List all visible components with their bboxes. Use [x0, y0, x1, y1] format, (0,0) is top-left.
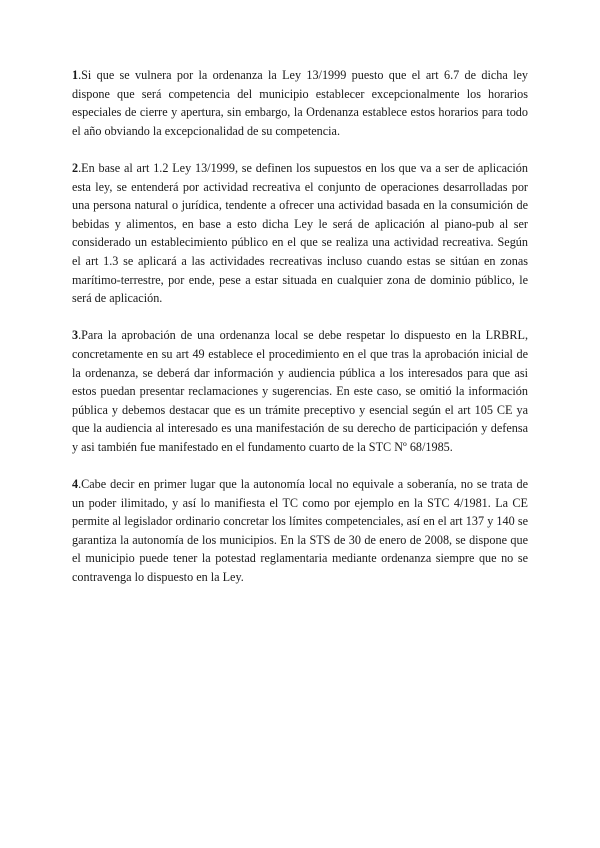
paragraph-number: 4 — [72, 477, 79, 492]
paragraph-text: .Si que se vulnera por la ordenanza la Ley 13/1999 puesto que el art 6.7 de dicha ley dispone que será competencia del municipio establecer excepcionalmente los horarios especiales de cierre y apertura, sin embargo, la Ordenanza establece estos horarios para todo el año obviando la excepcionalidad de su competencia. — [72, 68, 528, 138]
paragraph-2 — [72, 159, 528, 308]
paragraph-4 — [72, 475, 528, 587]
paragraph-number: 3 — [72, 328, 79, 343]
paragraph-1 — [72, 66, 528, 140]
paragraph-number: 1 — [72, 68, 79, 82]
paragraph-text: .Cabe decir en primer lugar que la autonomía local no equivale a soberanía, no se trata de un poder ilimitado, y así lo manifiesta el TC como por ejemplo en la STC 4/1981. La CE permite al legislador ordinario concretar los límites competenciales, así en el art 137 y 140 se garantiza la autonomía de los municipios. En la STS de 30 de enero de 2008, se dispone que el municipio puede tener la potestad reglamentaria mediante ordenanza siempre que no se contravenga lo dispuesto en la Ley. — [72, 477, 528, 585]
document-body — [72, 66, 528, 605]
paragraph-text: .En base al art 1.2 Ley 13/1999, se definen los supuestos en los que va a ser de aplicación esta ley, se entenderá por actividad recreativa el conjunto de operaciones desarrolladas por una persona natural o jurídica, tendente a ofrecer una actividad basada en la consumición de bebidas y alimentos, en base a esto dicha Ley le será de aplicación al piano-pub al ser considerado un establecimiento público en el que se realiza una actividad recreativa. Según el art 1.3 se aplicará a las actividades recreativas incluso cuando estas se sitúan en zonas marítimo-terrestre, por ende, pese a estar situada en cualquier zona de dominio público, le será de aplicación. — [72, 160, 528, 306]
paragraph-number: 2 — [72, 160, 79, 175]
paragraph-3 — [72, 326, 528, 456]
paragraph-text: .Para la aprobación de una ordenanza local se debe respetar lo dispuesto en la LRBRL, concretamente en su art 49 establece el procedimiento en el que tras la aprobación inicial de la ordenanza, se deberá dar información y audiencia pública a los interesados para que asi estos puedan presentar reclamaciones y sugerencias. En este caso, se omitió la información pública y debemos destacar que es un trámite preceptivo y esencial según el art 105 CE ya que la audiencia al interesado es una manifestación de su derecho de participación y defensa y asi también fue manifestado en el fundamento cuarto de la STC Nº 68/1985. — [72, 328, 528, 454]
